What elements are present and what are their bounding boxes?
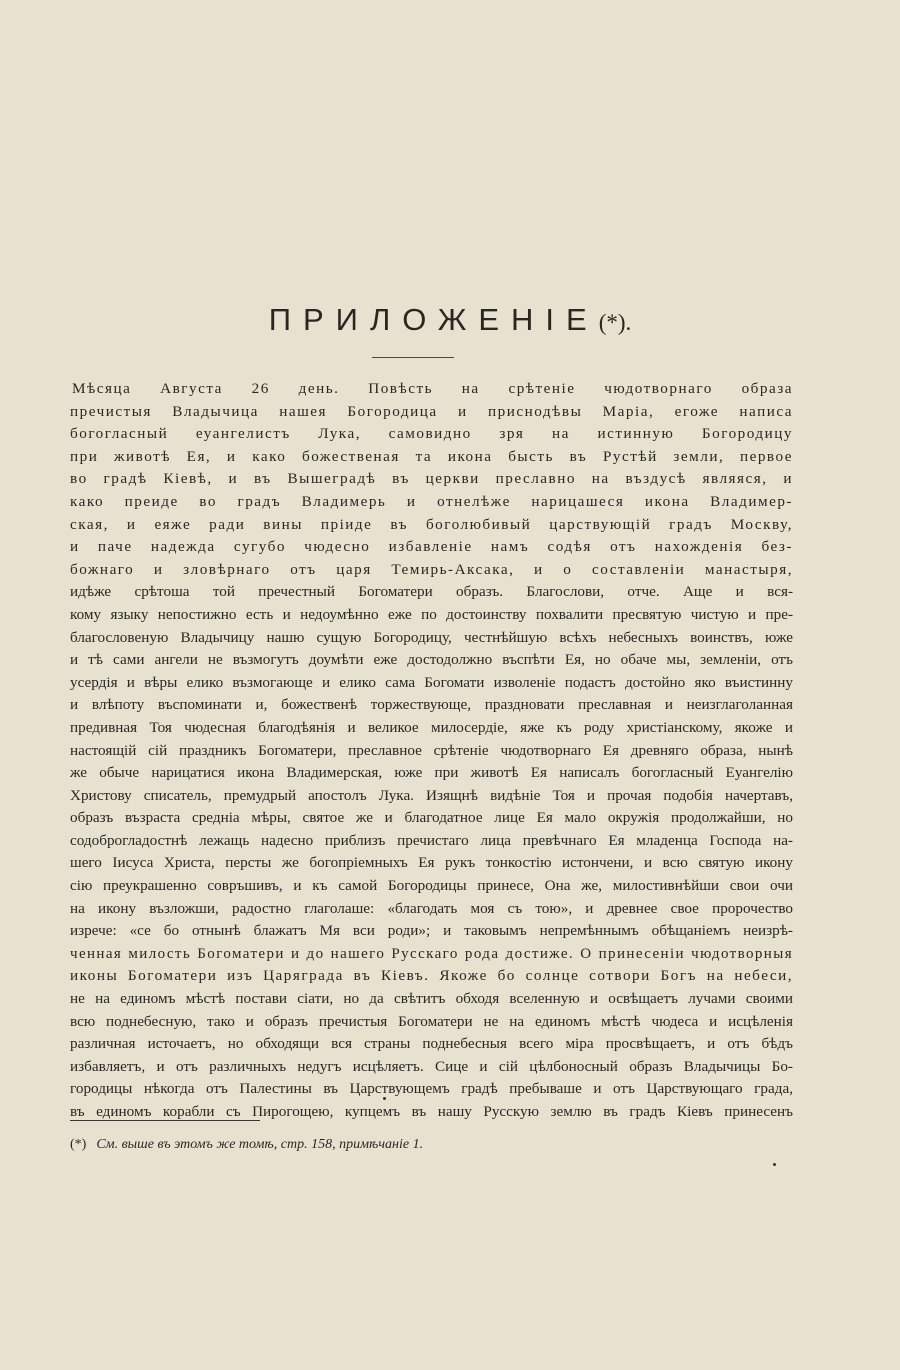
- body-line: божнаго и зловѣрнаго отъ царя Темирь-Аксака, и о составленіи манастыря,: [70, 560, 793, 578]
- body-line: избавляетъ, и отъ различныхъ недугъ исцѣляетъ. Сице и сій цѣлбоносный образъ Владычицы Бо-: [70, 1057, 793, 1075]
- body-line: како преиде во градъ Владимерь и отнелѣже нарицашеся икона Владимер-: [70, 492, 793, 510]
- ink-speck: [383, 1097, 386, 1100]
- body-line: содоброгладостнѣ лежащь надесно приблизъ пречистаго лица превѣчнаго Ея младенца Господа на-: [70, 831, 793, 849]
- heading-footnote-mark: (*).: [598, 310, 632, 335]
- body-line: образъ възраста средніа мѣры, святое же и благодатное лице Ея мало окружія продолжайши, но: [70, 809, 793, 827]
- page-heading: [0, 302, 900, 338]
- footnote: [70, 1137, 423, 1153]
- body-line: же обыче нарицатися икона Владимерская, юже при животѣ Ея написалъ богогласный Еуангелію: [70, 764, 793, 782]
- body-line: и тѣ сами ангели не възмогутъ доумѣти еже достодолжно въспѣти Ея, но обаче мы, земленіи, отъ: [70, 651, 793, 669]
- body-line: изрече: «се бо отнынѣ блажатъ Мя вси роди»; и таковымъ непремѣннымъ обѣщаніемъ неизрѣ-: [70, 922, 793, 940]
- ink-speck: [773, 1163, 776, 1166]
- body-line: иконы Богоматери изъ Царяграда въ Кіевъ. Якоже бо солнце сотвори Богъ на небеси,: [70, 967, 793, 985]
- footnote-mark: (*): [70, 1137, 87, 1152]
- body-line: настоящій сій праздникъ Богоматери, преславное срѣтеніе чюдотворнаго Ея древняго образа, нынѣ: [70, 741, 793, 759]
- body-line: различная источаетъ, но обходящи вся страны поднебесныя всего міра просвѣщаетъ, и отъ бѣдъ: [70, 1035, 793, 1053]
- body-line: въ единомъ корабли съ Пирогощею, купцемъ въ нашу Русскую землю въ градъ Кіевъ принесенъ: [70, 1103, 793, 1120]
- body-line: ская, и еяже ради вины пріиде въ боголюбивый царствующій градъ Москву,: [70, 515, 793, 533]
- body-line: кому языку непостижно есть и недоумѣнно еже по достоинству похвалити пресвятую чистую и пре-: [70, 605, 793, 623]
- body-line: и влѣпоту въспоминати и, божественѣ торжествующе, праздновати преславная и неизглаголанная: [70, 696, 793, 714]
- body-line: на икону възложши, радостно глаголаше: «благодать моя съ тою», и древнее свое пророчество: [70, 899, 793, 917]
- body-line: идѣже срѣтоша той пречестный Богоматери образъ. Благослови, отче. Аще и вся-: [70, 583, 793, 601]
- body-line: богогласный еуангелистъ Лука, самовидно зря на истинную Богородицу: [70, 425, 793, 443]
- body-line: шего Іисуса Христа, персты же богопріемныхъ Ея рукъ тонкостію истончени, и всю святую икону: [70, 854, 793, 872]
- body-text: [70, 378, 793, 1124]
- body-line: сію преукрашенно совръшивъ, и къ самой Богородицы принесе, Она же, милостивнѣйши свои очи: [70, 877, 793, 895]
- heading-title: ПРИЛОЖЕНІЕ: [268, 302, 599, 337]
- heading-rule: [372, 357, 454, 358]
- body-line: всю поднебесную, тако и образъ пречистыя Богоматери не на единомъ мѣстѣ чюдеса и исцѣленія: [70, 1012, 793, 1030]
- footnote-rule: [70, 1120, 260, 1121]
- body-line: пречистыя Владычица нашея Богородица и приснодѣвы Маріа, егоже написа: [70, 402, 793, 420]
- body-line: городицы нѣкогда отъ Палестины въ Царствующемъ градѣ пребываше и отъ Царствующаго града,: [70, 1080, 793, 1098]
- footnote-text: См. выше въ этомъ же томѣ, стр. 158, примѣчаніе 1.: [96, 1137, 424, 1152]
- body-line: при животѣ Ея, и како божественая та икона бысть въ Рустѣй земли, первое: [70, 447, 793, 465]
- body-line: благословеную Владычицу нашю сущую Богородицу, честнѣйшую всѣхъ небесныхъ воинствъ, юже: [70, 628, 793, 646]
- body-line: во градѣ Кіевѣ, и въ Вышеградѣ въ церкви преславно на въздусѣ являяся, и: [70, 470, 793, 488]
- body-line: Христову списатель, премудрый апостолъ Лука. Изящнѣ видѣніе Тоя и прочая подобія начертавъ,: [70, 786, 793, 804]
- body-line: предивная Тоя чюдесная благодѣянія и великое милосердіе, яже къ роду христіанскому, якоже и: [70, 718, 793, 736]
- body-line: Мѣсяца Августа 26 день. Повѣсть на срѣтеніе чюдотворнаго образа: [72, 380, 793, 397]
- body-line: ченная милость Богоматери и до нашего Русскаго рода достиже. О принесеніи чюдотворныя: [70, 945, 793, 962]
- body-line: усердія и вѣры елико възмогающе и елико сама Богомати изволеніе подастъ достойно яко въистинну: [70, 673, 793, 691]
- body-line: и паче надежда сугубо чюдесно избавленіе намъ содѣя отъ нахожденія без-: [70, 538, 793, 556]
- body-line: не на единомъ мѣстѣ постави сіати, но да свѣтитъ обходя вселенную и освѣщаетъ лучами своими: [70, 990, 793, 1008]
